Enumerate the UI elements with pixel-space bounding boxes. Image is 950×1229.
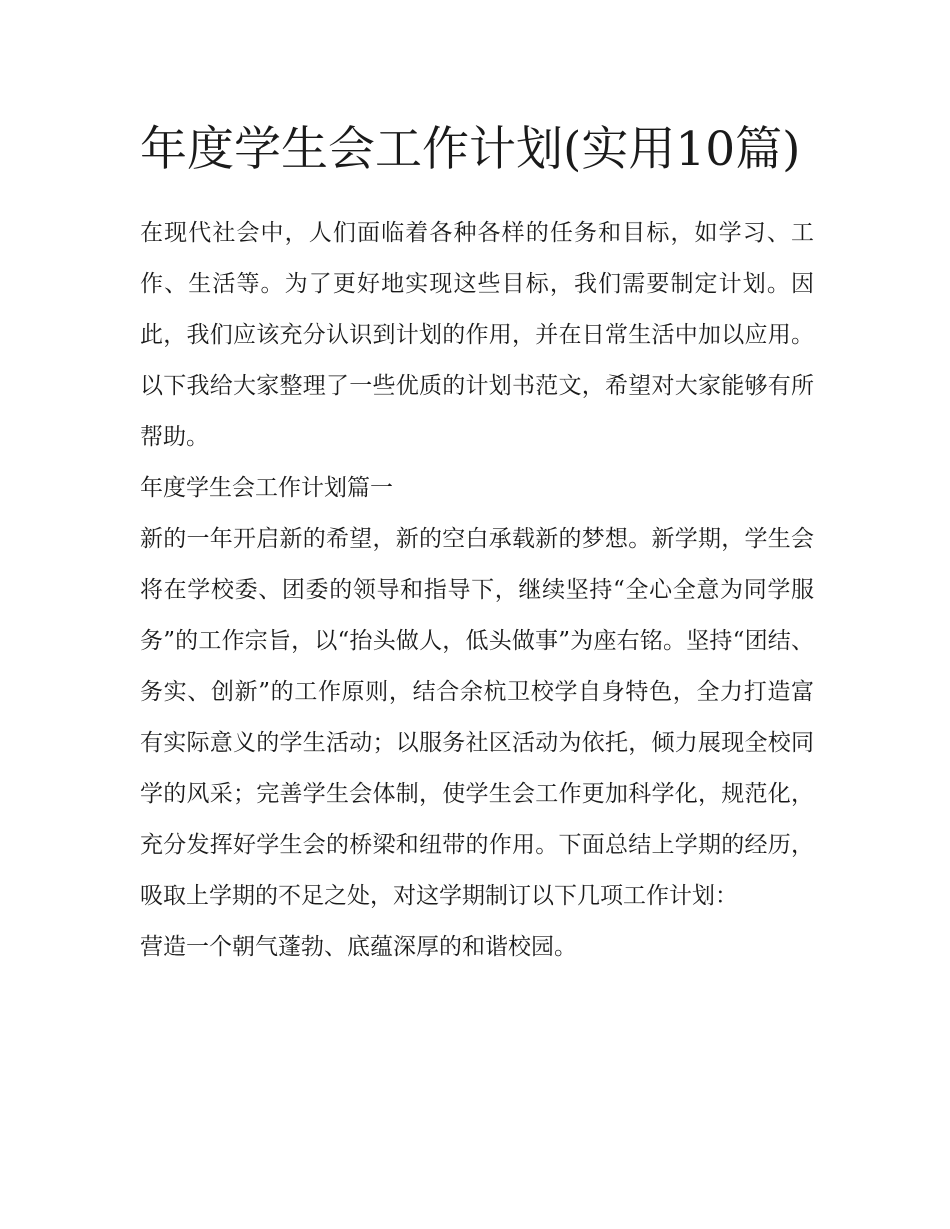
document-page (140, 112, 814, 973)
section-heading: 年度学生会工作计划篇一 (140, 475, 393, 501)
section-body-paragraph: 新的一年开启新的希望，新的空白承载新的梦想。新学期，学生会将在学校委、团委的领导和指导下，继续坚持“全心全意为同学服务”的工作宗旨，以“抬头做人，低头做事”为座右铭。坚持“团结、务实、创新”的工作原则，结合余杭卫校学自身特色，全力打造富有实际意义的学生活动；以服务社区活动为依托，倾力展现全校同学的风采；完善学生会体制，使学生会工作更加科学化，规范化，充分发挥好学生会的桥梁和纽带的作用。下面总结上学期的经历，吸取上学期的不足之处，对这学期制订以下几项工作计划： (140, 526, 814, 909)
intro-paragraph: 在现代社会中，人们面临着各种各样的任务和目标，如学习、工作、生活等。为了更好地实现这些目标，我们需要制定计划。因此，我们应该充分认识到计划的作用，并在日常生活中加以应用。以下我给大家整理了一些优质的计划书范文，希望对大家能够有所帮助。 (140, 220, 814, 450)
section-point-paragraph: 营造一个朝气蓬勃、底蕴深厚的和谐校园。 (140, 934, 577, 960)
document-title: 年度学生会工作计划(实用10篇) (140, 122, 801, 177)
